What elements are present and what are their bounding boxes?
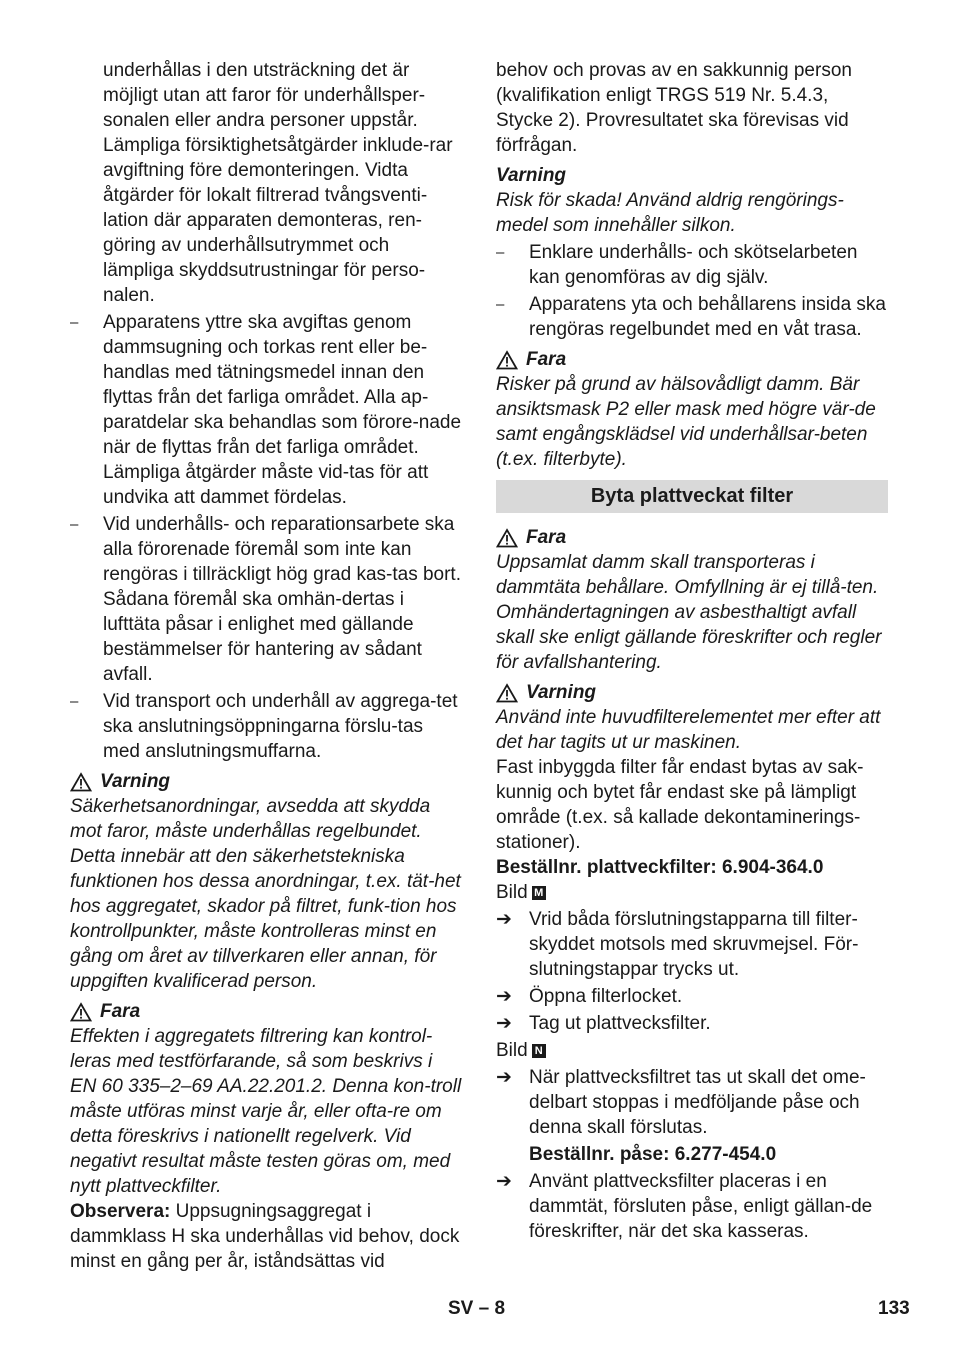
page-number: 133: [878, 1298, 910, 1319]
intro-text: underhållas i den utsträckning det är möjligt utan att faror för underhållsper-sonalen eller andra personer uppstår. Lämpliga försiktighetsåtgärder inklude-rar avgiftning före demonteringen. Vidta åtgärder för lokalt filtrerad tvångsventi-lation där apparaten demonteras, ren-göring av underhållsutrymmet och lämpliga skyddsutrustningar för perso-nalen.: [103, 60, 453, 306]
note-label: Observera:: [70, 1201, 171, 1222]
warning-heading: Varning: [496, 165, 567, 186]
step-item: ➔ Tag ut plattvecksfilter.: [496, 1013, 711, 1034]
section-heading: Byta plattveckat filter: [496, 480, 888, 513]
danger-heading: Fara: [496, 525, 888, 550]
danger-text: Risker på grund av hälsovådligt damm. Bär ansiktsmask P2 eller mask med högre vär-de samt engångsklädsel vid underhållsar-beten (t.ex. filterbyte).: [496, 374, 876, 470]
figure-ref: Bild N: [496, 1038, 888, 1063]
order-number-bag: Beställnr. påse: 6.277-454.0: [529, 1144, 777, 1165]
step-item: ➔ Öppna filterlocket.: [496, 986, 683, 1007]
warning-triangle-icon: [70, 772, 92, 792]
warning-triangle-icon: [70, 1002, 92, 1022]
continued-text: behov och provas av en sakkunnig person (kvalifikation enligt TRGS 519 Nr. 5.4.3, Stycke 2). Provresultatet ska förevisas vid förfrågan.: [496, 60, 852, 156]
danger-heading: Fara: [496, 347, 888, 372]
arrow-icon: ➔: [496, 1013, 512, 1034]
body-text: Fast inbyggda filter får endast bytas av sak-kunnig och bytet får endast ske på lämpligt område (t.ex. så kallade dekontaminerings-stationer).: [496, 757, 864, 853]
list-item: – Vid underhålls- och reparationsarbete ska alla förorenade föremål som inte kan rengöras i tillräckligt hög grad kas-tas bort. Sådana föremål ska omhän-dertas i lufttäta påsar i enlighet med gällande bestämmelser för hantering av sådant avfall.: [70, 514, 461, 685]
danger-heading: Fara: [70, 999, 462, 1024]
warning-heading: Varning: [496, 680, 888, 705]
arrow-icon: ➔: [496, 1067, 512, 1088]
footer-section: SV – 8: [448, 1298, 506, 1319]
list-item: – Enklare underhålls- och skötselarbeten kan genomföras av dig själv.: [496, 242, 858, 288]
step-item: ➔ Vrid båda förslutningstapparna till filter-skyddet motsols med skruvmejsel. För-slutningstappar trycks ut.: [496, 909, 859, 980]
warning-text: Risk för skada! Använd aldrig rengörings-medel som innehåller silkon.: [496, 190, 844, 236]
figure-ref: Bild M: [496, 880, 888, 905]
danger-text: Effekten i aggregatets filtrering kan kontrol-leras med testförfarande, så som beskrivs i EN 60 335–2–69 AA.22.201.2. Denna kon-troll måste utföras minst varje år, eller ofta-re om detta föreskrivs i nationellt regelverk. Vid negativt resultat måste testen göras om, med nytt plattveckfilter.: [70, 1026, 462, 1197]
warning-triangle-icon: [496, 528, 518, 548]
right-column: [496, 58, 888, 1246]
arrow-icon: ➔: [496, 986, 512, 1007]
warning-text: Använd inte huvudfilterelementet mer efter att det har tagits ut ur maskinen.: [496, 707, 881, 753]
note-paragraph: [70, 1199, 462, 1274]
danger-text: Uppsamlat damm skall transporteras i dammtäta behållare. Omfyllning är ej tillå-ten. Omhändertagningen av asbesthaltigt avfall skall ske enligt gällande föreskrifter och regler för avfallshantering.: [496, 552, 882, 673]
arrow-icon: ➔: [496, 1171, 512, 1192]
order-number-filter: Beställnr. plattveckfilter: 6.904-364.0: [496, 857, 824, 878]
figure-n-badge: N: [532, 1044, 546, 1058]
step-item: ➔ När plattvecksfiltret tas ut skall det ome-delbart stoppas i medföljande påse och denna skall förslutas.: [496, 1067, 866, 1138]
arrow-icon: ➔: [496, 909, 512, 930]
left-column: [70, 58, 462, 1274]
warning-triangle-icon: [496, 683, 518, 703]
list-item: – Vid transport och underhåll av aggrega-tet ska anslutningsöppningarna förslu-tas med anslutningsmuffarna.: [70, 691, 458, 762]
list-item: – Apparatens yta och behållarens insida ska rengöras regelbundet med en våt trasa.: [496, 294, 887, 340]
step-item: ➔ Använt plattvecksfilter placeras i en dammtät, försluten påse, enligt gällan-de föreskrifter, när det ska kasseras.: [496, 1171, 873, 1242]
warning-text: Säkerhetsanordningar, avsedda att skydda mot faror, måste underhållas regelbundet. Detta innebär att den säkerhetstekniska funktionen hos dessa anordningar, t.ex. tät-het hos aggregatet, skador på filtret, funk-tion hos kontrollpunkter, måste kontrolleras minst en gång om året av tillverkaren eller annan, för uppgiften kvalificerad person.: [70, 796, 461, 992]
figure-m-badge: M: [532, 886, 546, 900]
note-text: Uppsugningsaggregat i dammklass H ska underhållas vid behov, dock minst en gång per år, iståndsättas vid: [70, 1201, 460, 1272]
warning-heading: Varning: [70, 769, 462, 794]
warning-triangle-icon: [496, 350, 518, 370]
list-item: – Apparatens yttre ska avgiftas genom dammsugning och torkas rent eller be-handlas med tätningsmedel innan den flyttas från det farliga området. Alla ap-paratdelar ska behandlas som förore-nade när de flyttas från det farliga området. Lämpliga åtgärder måste vid-tas för att undvika att dammet fördelas.: [70, 312, 462, 508]
